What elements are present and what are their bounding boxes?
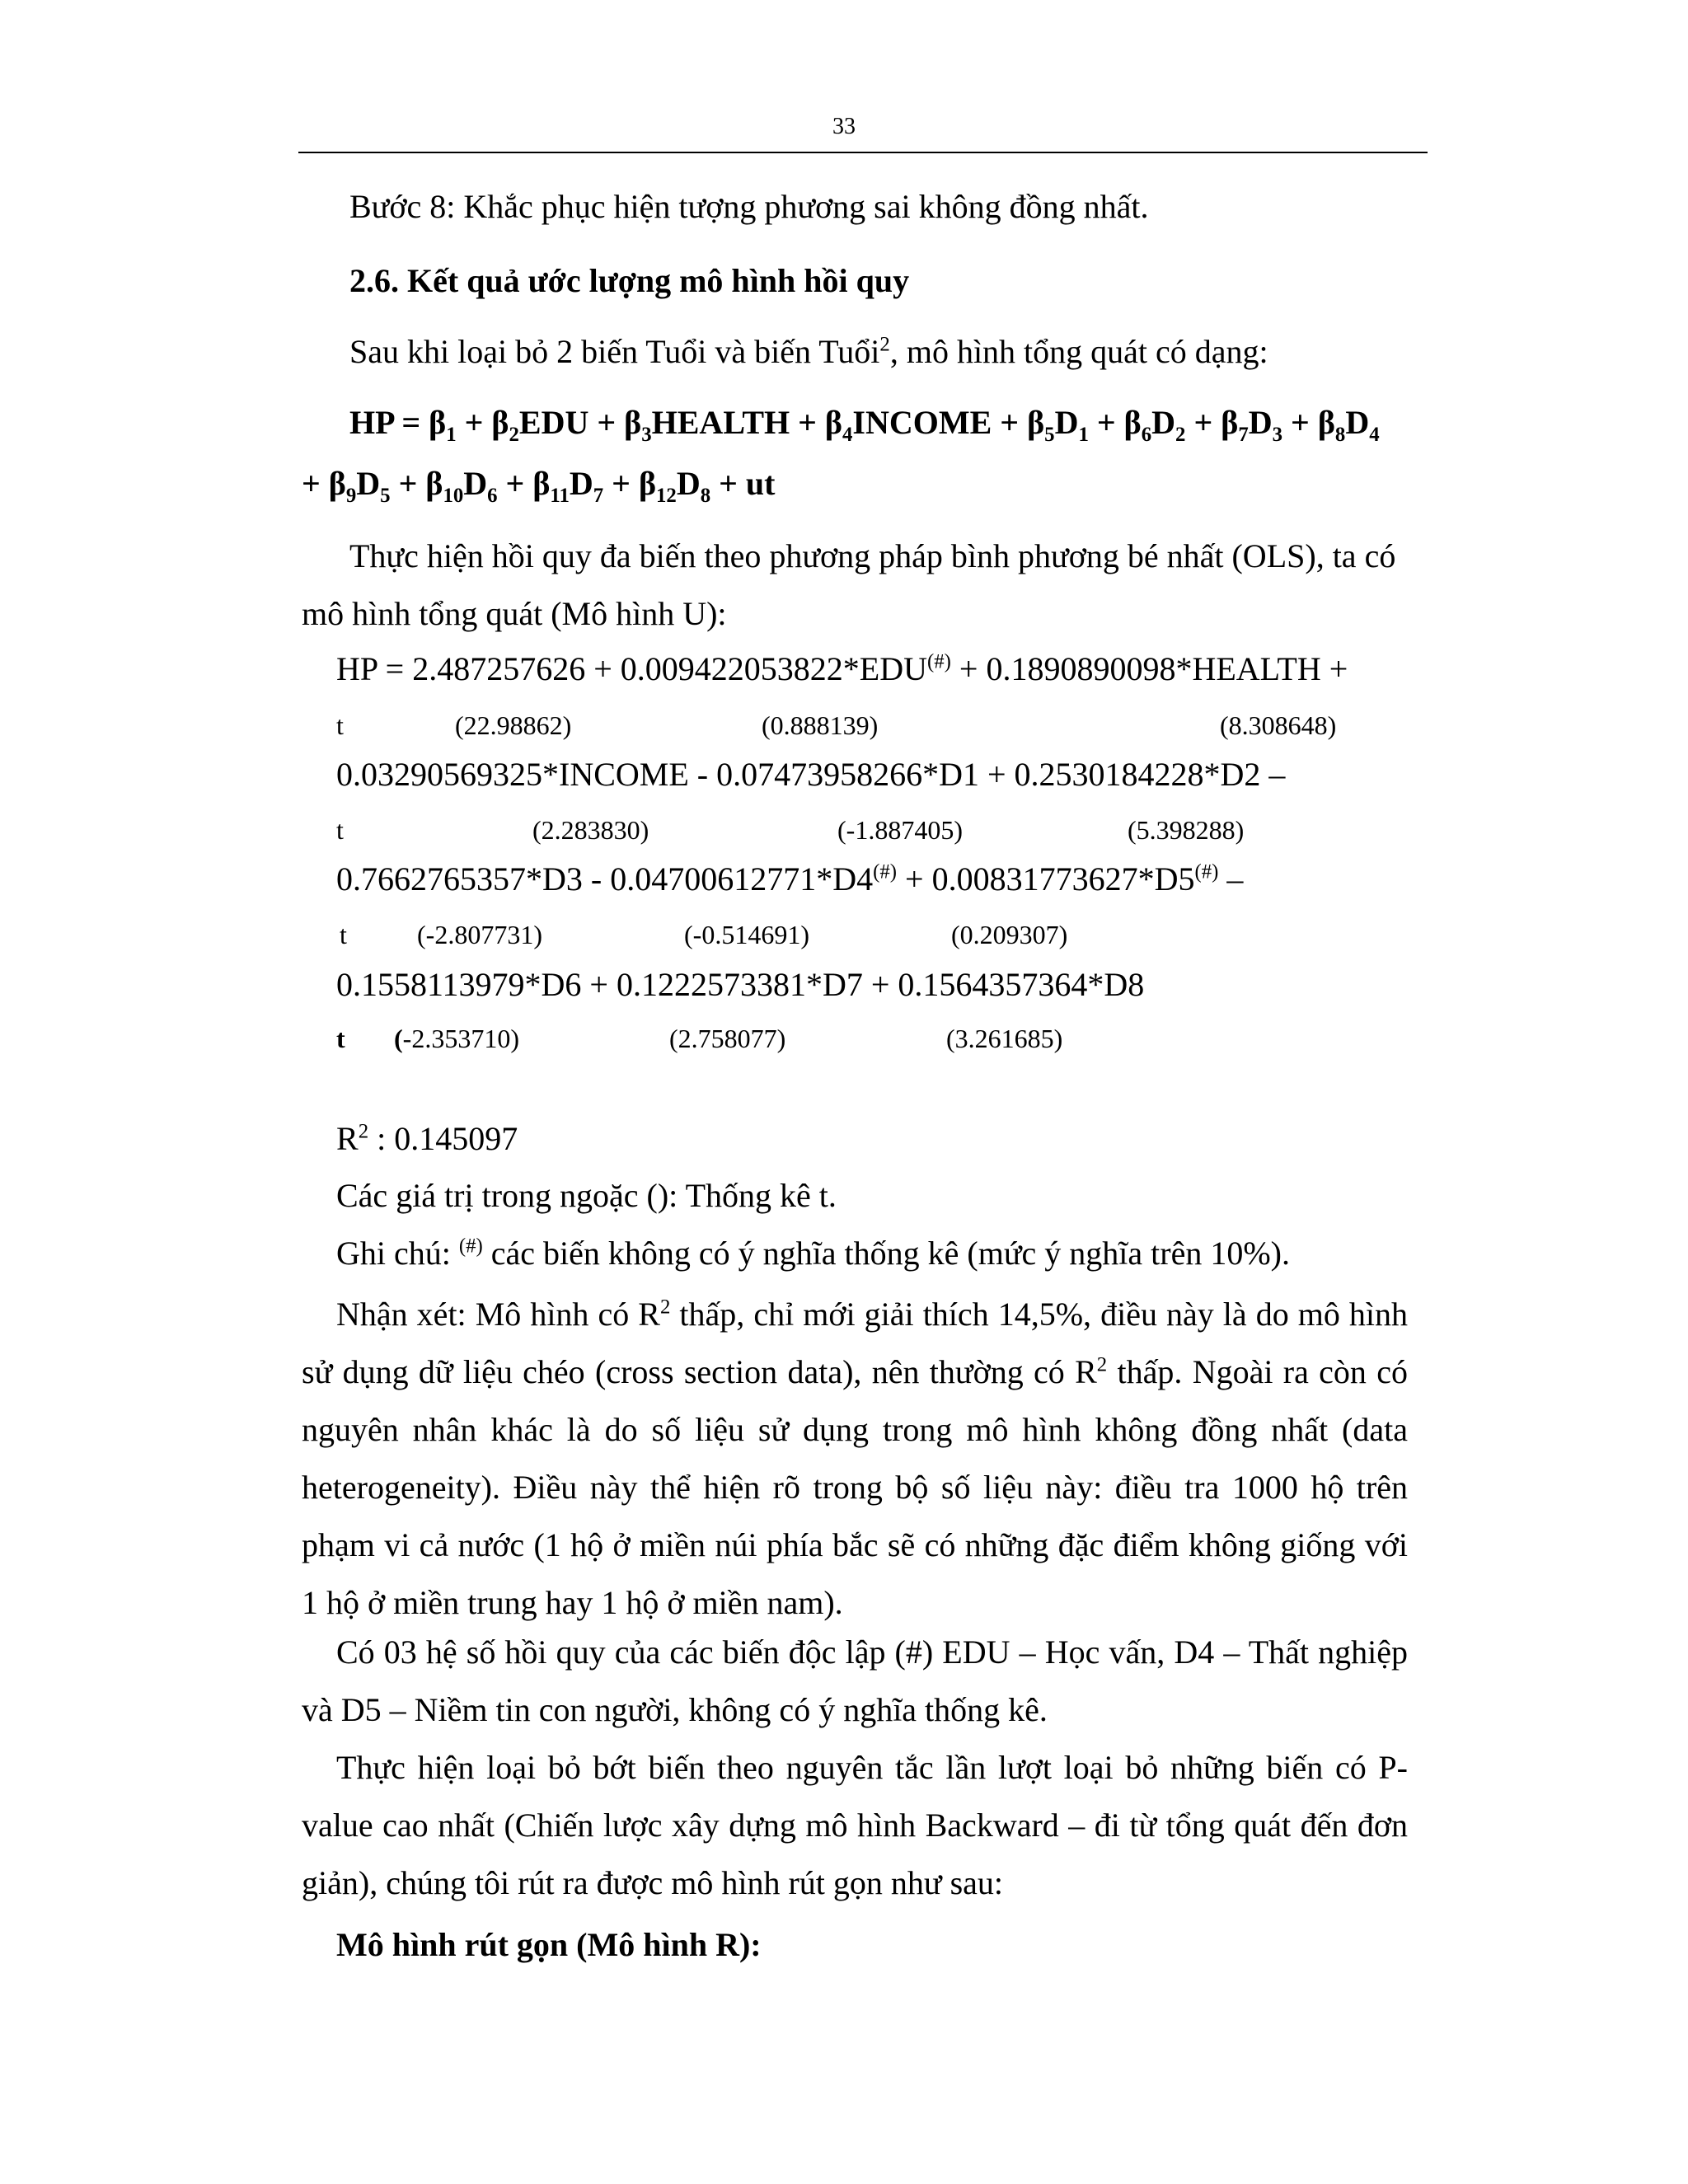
general-model-line2: + $\beta_9D_5 + \beta_{10}D_6 + \beta_{11}D_7 + \beta_{12}D_8$ + ut: [302, 465, 776, 507]
r-squared: $R^2$ : 0.145097: [336, 1120, 518, 1157]
page-number: 33: [832, 114, 856, 139]
t-value-3-1: (-2.807731): [417, 920, 542, 949]
step8-text: Bước 8: Khắc phục hiện tượng phương sai không đồng nhất.: [349, 188, 1149, 225]
t-value-1-2: (0.888139): [762, 710, 879, 740]
ols-line2: mô hình tổng quát (Mô hình U):: [302, 595, 727, 632]
t-value-2-1: (2.283830): [532, 815, 649, 845]
section-heading: 2.6. Kết quả ước lượng mô hình hồi quy: [349, 262, 910, 299]
coefficients-paragraph: Có 03 hệ số hồi quy của các biến độc lập (#) EDU – Học vấn, D4 – Thất nghiệp và D5 – Niềm tin con người, không có ý nghĩa thống kê.: [302, 1633, 1408, 1728]
t-value-2-3: (5.398288): [1128, 815, 1245, 845]
paren-note: Các giá trị trong ngoặc (): Thống kê t.: [336, 1177, 837, 1214]
t-value-1-1: (22.98862): [455, 710, 572, 740]
t-value-3-2: (-0.514691): [684, 920, 809, 949]
t-value-2-2: (-1.887405): [837, 815, 963, 845]
t-value-4-1: (-2.353710): [394, 1024, 519, 1053]
ols-line1: Thực hiện hồi quy đa biến theo phương pháp bình phương bé nhất (OLS), ta có: [349, 537, 1396, 574]
significance-note: Ghi chú: (#) các biến không có ý nghĩa thống kê (mức ý nghĩa trên 10%).: [336, 1235, 1290, 1272]
t-value-4-2: (2.758077): [669, 1024, 786, 1053]
header-rule: [298, 152, 1428, 153]
reduced-model-heading: Mô hình rút gọn (Mô hình R):: [336, 1926, 762, 1963]
backward-paragraph: Thực hiện loại bỏ bớt biến theo nguyên tắc lần lượt loại bỏ những biến có P-value cao nhất (Chiến lược xây dựng mô hình Backward – đi từ tổng quát đến đơn giản), chúng tôi rút ra được mô hình rút gọn như sau:: [302, 1749, 1408, 1901]
t-label-3: t: [340, 920, 347, 949]
t-label-1: t: [336, 710, 344, 740]
t-label-2: t: [336, 815, 344, 845]
general-model-line1: HP = $\beta_1 + \beta_2EDU$ + $\beta_3HEALTH$ + $\beta_4INCOME + \beta_5D_1 + \beta_6D_2 + \beta_7D_3 + \beta_8D_4$: [349, 404, 1380, 446]
estimated-line4: 0.1558113979*D6 + 0.1222573381*D7 + 0.1564357364*D8: [336, 966, 1145, 1003]
intro-text: Sau khi loại bỏ 2 biến Tuổi và biến Tuổi$^2$, mô hình tổng quát có dạng:: [349, 333, 1268, 370]
t-value-1-3: (8.308648): [1220, 710, 1337, 740]
estimated-line2: 0.03290569325*INCOME - 0.07473958266*D1 + 0.2530184228*D2 –: [336, 756, 1286, 793]
remark-paragraph: Nhận xét: Mô hình có $R^2$ thấp, chỉ mới giải thích 14,5%, điều này là do mô hình sử dụng dữ liệu chéo (cross section data), nên thường có $R^2$ thấp. Ngoài ra còn có nguyên nhân khác là do số liệu sử dụng trong mô hình không đồng nhất (data heterogeneity). Điều này thể hiện rõ trong bộ số liệu này: điều tra 1000 hộ trên phạm vi cả nước (1 hộ ở miền núi phía bắc sẽ có những đặc điểm không giống với 1 hộ ở miền trung hay 1 hộ ở miền nam).: [302, 1296, 1409, 1621]
estimated-line1: HP = 2.487257626 + 0.009422053822*EDU(#) + 0.1890890098*HEALTH +: [336, 650, 1348, 687]
t-value-3-3: (0.209307): [951, 920, 1068, 949]
t-value-4-3: (3.261685): [946, 1024, 1063, 1053]
estimated-line3: 0.7662765357*D3 - 0.04700612771*D4(#) + 0.00831773627*D5(#) –: [336, 860, 1244, 898]
t-label-4: t: [336, 1024, 345, 1053]
